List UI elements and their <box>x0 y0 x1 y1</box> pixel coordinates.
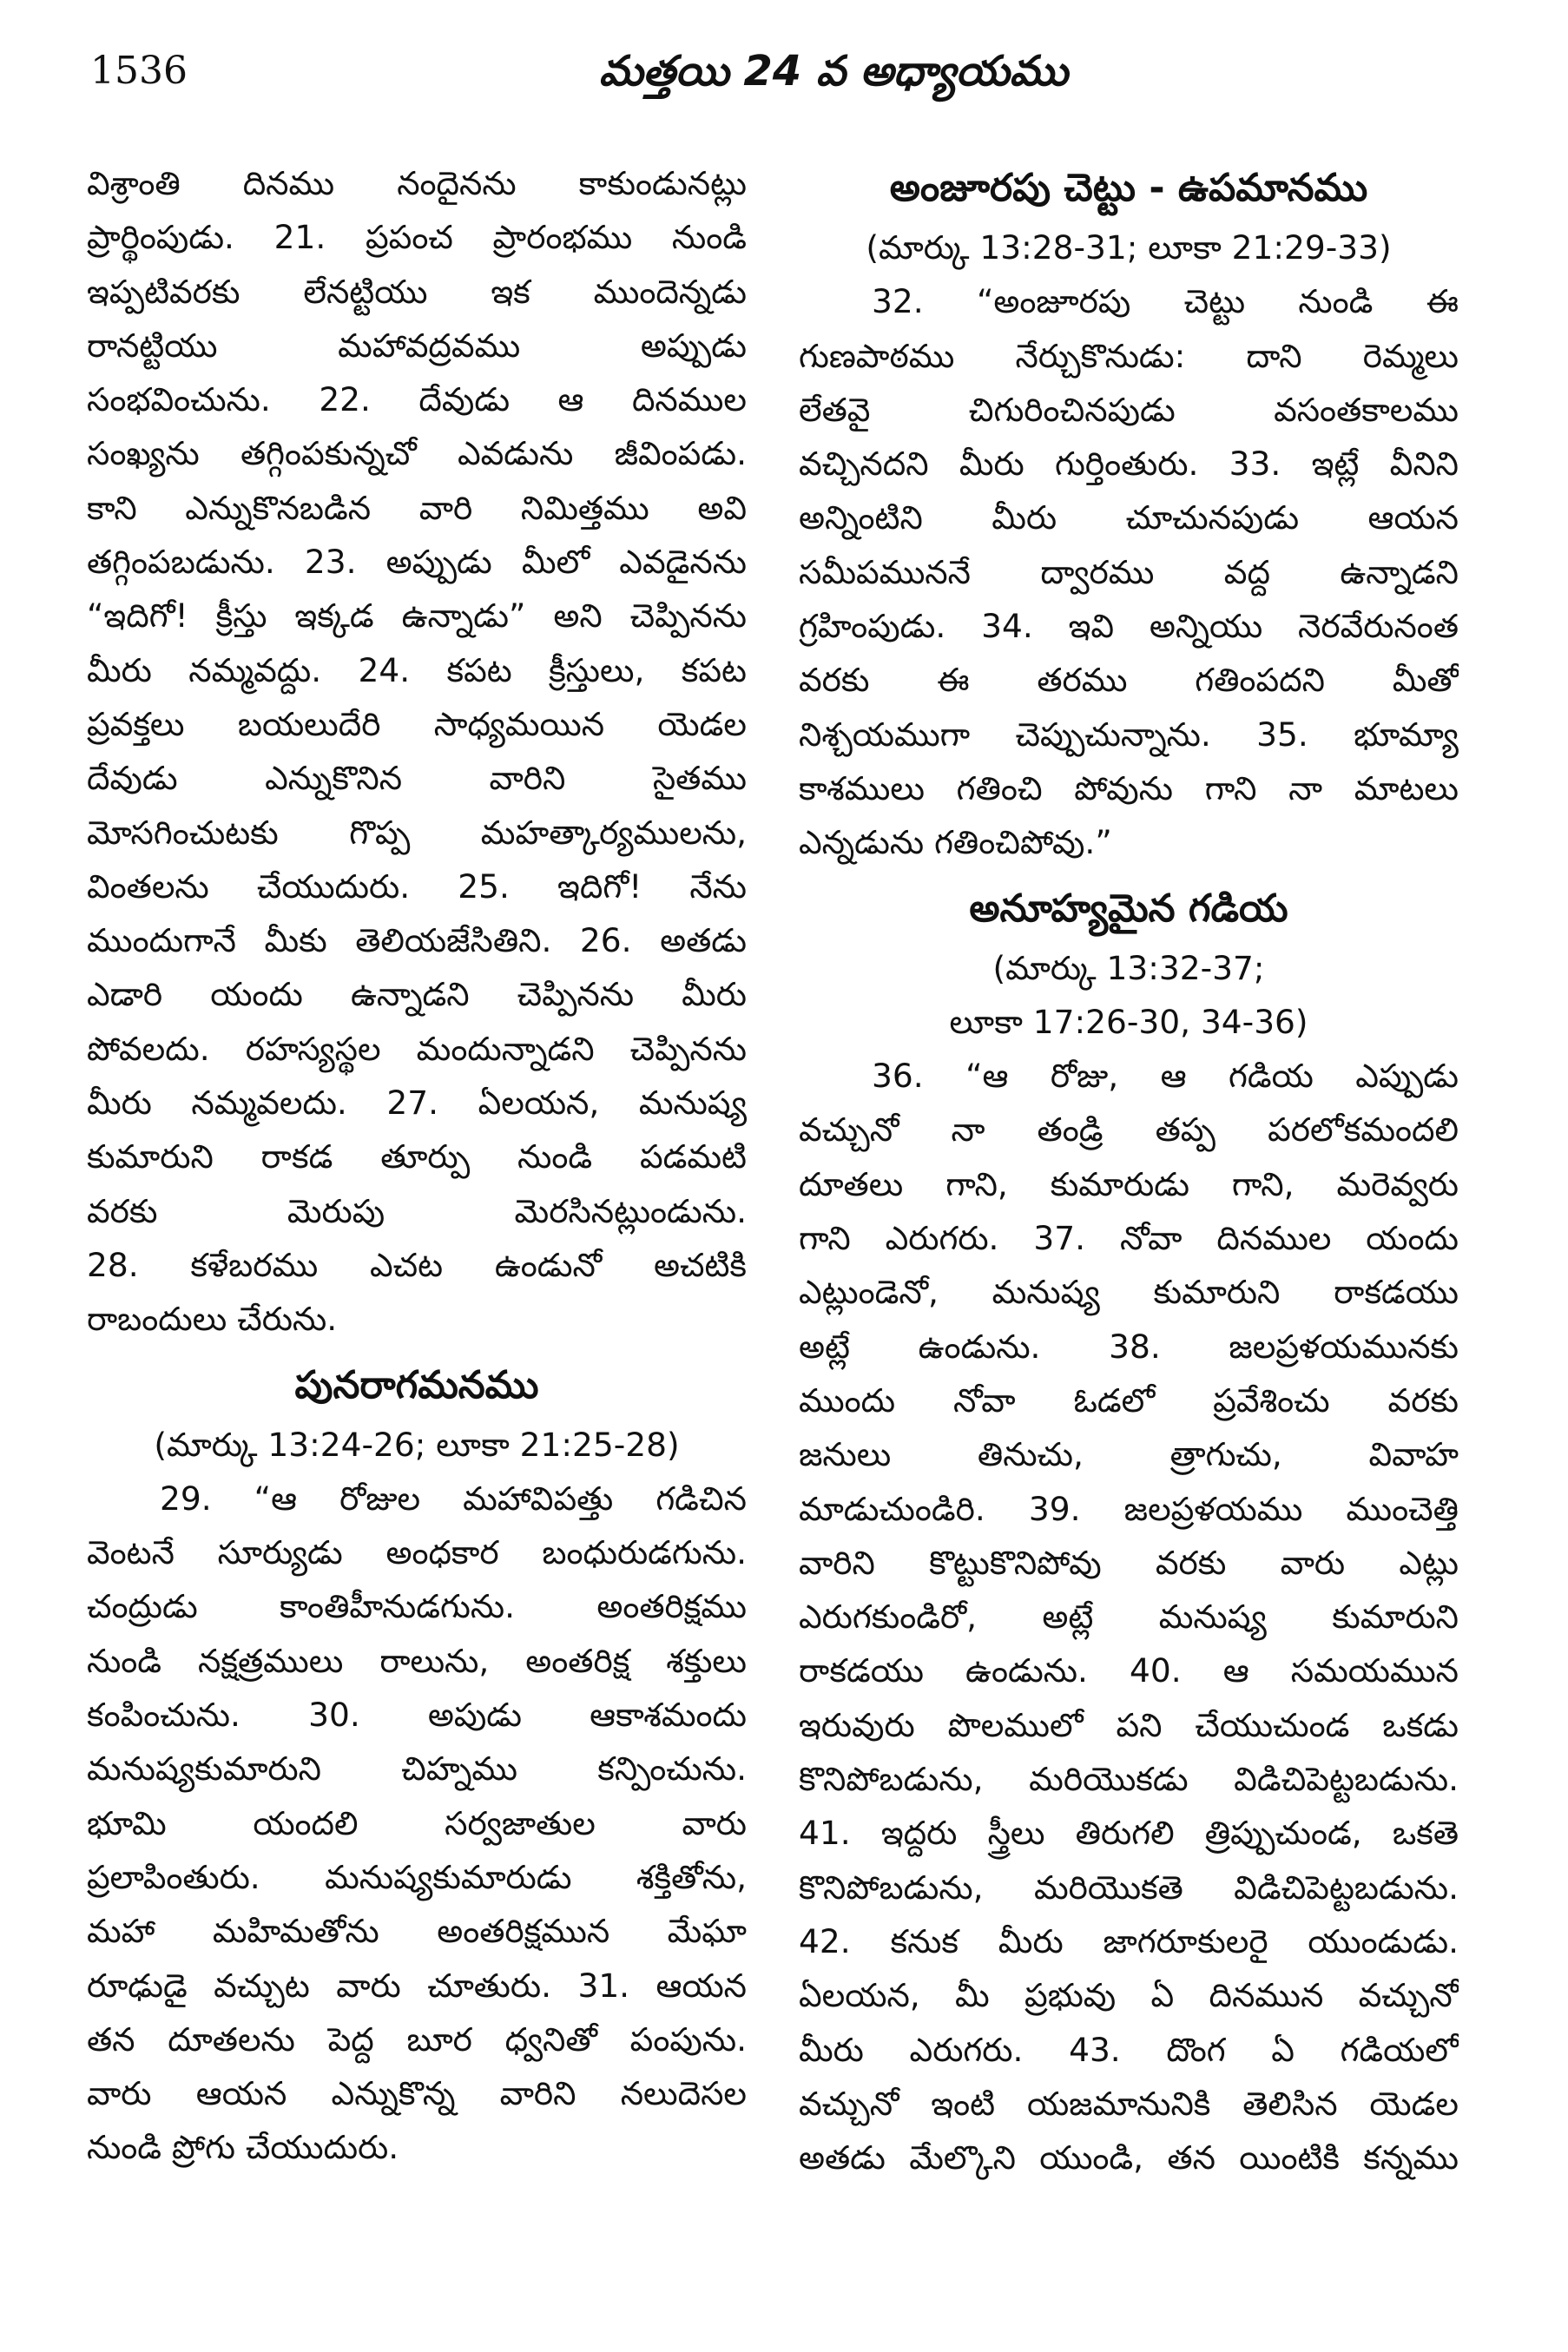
text-line: 42. కనుక మీరు జాగరూకులరై యుండుడు. <box>799 1921 1459 1960</box>
text-line: కంపించును. 30. అపుడు ఆకాశమందు <box>87 1696 747 1735</box>
text-line: ఏలయన, మీ ప్రభువు ఏ దినమున వచ్చునో <box>799 1976 1459 2015</box>
text-line: రానట్టియు మహావద్రవము అప్పుడు <box>87 326 747 365</box>
text-line: ముందు నోవా ఓడలో ప్రవేశించు వరకు <box>799 1380 1459 1420</box>
section-heading-unknown-hour: అనూహ్యమైన గడియ <box>969 886 1288 931</box>
text-line: ఎన్నడును గతించిపోవు.” <box>799 823 1112 862</box>
text-line: ముందుగానే మీకు తెలియజేసితిని. 26. అతడు <box>87 921 747 960</box>
text-line: వచ్చునో ఇంటి యజమానునికి తెలిసిన యెడల <box>799 2084 1459 2123</box>
page-number: 1536 <box>90 49 188 93</box>
text-line: వచ్చినదని మీరు గుర్తింతురు. 33. ఇట్లే వీనిని <box>799 445 1459 484</box>
text-line: దేవుడు ఎన్నుకొనిన వారిని సైతము <box>87 759 747 798</box>
text-line: విశ్రాంతి దినము నందైనను కాకుండునట్లు <box>87 164 747 202</box>
text-line: గాని ఎరుగరు. 37. నోవా దినముల యందు <box>799 1219 1459 1258</box>
text-line: కొనిపోబడును, మరియొకతె విడిచిపెట్టబడును. <box>799 1868 1459 1907</box>
text-line: లేతవై చిగురించినపుడు వసంతకాలము <box>799 390 1459 429</box>
text-line: సమీపముననే ద్వారము వద్ద ఉన్నాడని <box>799 552 1459 591</box>
text-line: రూఢుడై వచ్చుట వారు చూతురు. 31. ఆయన <box>87 1966 747 2005</box>
text-line: నుండి ప్రోగు చేయుదురు. <box>87 2128 399 2167</box>
text-line: 29. “ఆ రోజుల మహావిపత్తు గడిచిన <box>160 1479 747 1518</box>
left-paragraph-block-1 <box>87 156 747 1347</box>
text-line: వచ్చునో నా తండ్రి తప్ప పరలోకమందలి <box>799 1110 1459 1150</box>
text-line: కుమారుని రాకడ తూర్పు నుండి పడమటి <box>87 1137 747 1176</box>
cross-reference: (మార్కు 13:28-31; లూకా 21:29-33) <box>866 228 1392 267</box>
text-line: ప్రార్థింపుడు. 21. ప్రపంచ ప్రారంభము నుండి <box>87 218 747 257</box>
text-line: చంద్రుడు కాంతిహీనుడగును. అంతరిక్షము <box>87 1587 747 1626</box>
right-paragraph-block-2 <box>799 1049 1459 2184</box>
text-line: మనుష్యకుమారుని చిహ్నము కన్పించును. <box>87 1749 747 1789</box>
text-line: గ్రహింపుడు. 34. ఇవి అన్నియు నెరవేరునంత <box>799 607 1459 646</box>
text-line: రాబందులు చేరును. <box>87 1300 338 1339</box>
text-line: దూతలు గాని, కుమారుడు గాని, మరెవ్వరు <box>799 1164 1459 1203</box>
left-paragraph-block-2 <box>87 1472 747 2175</box>
text-line: పోవలదు. రహస్యస్థల మందున్నాడని చెప్పినను <box>87 1029 747 1068</box>
text-line: భూమి యందలి సర్వజాతుల వారు <box>87 1803 747 1842</box>
text-line: మాడుచుండిరి. 39. జలప్రళయము ముంచెత్తి <box>799 1489 1459 1528</box>
text-line: జనులు తినుచు, త్రాగుచు, వివాహ <box>799 1435 1459 1474</box>
text-line: అతడు మేల్కొని యుండి, తన యింటికి కన్నము <box>799 2138 1459 2177</box>
text-line: తన దూతలను పెద్ద బూర ధ్వనితో పంపును. <box>87 2019 747 2059</box>
text-line: ప్రవక్తలు బయలుదేరి సాధ్యమయిన యెడల <box>87 704 747 743</box>
text-line: గుణపాఠము నేర్చుకొనుడు: దాని రెమ్మలు <box>799 336 1459 375</box>
text-line: మోసగించుటకు గొప్ప మహత్కార్యములను, <box>87 813 747 852</box>
section-heading-fig-tree: అంజూరపు చెట్టు - ఉపమానము <box>889 166 1368 210</box>
text-line: ప్రలాపింతురు. మనుష్యకుమారుడు శక్తితోను, <box>87 1857 747 1896</box>
text-line: నుండి నక్షత్రములు రాలును, అంతరిక్ష శక్తులు <box>87 1641 747 1680</box>
text-line: ఎట్లుండెనో, మనుష్య కుమారుని రాకడయు <box>799 1273 1459 1312</box>
text-line: నిశ్చయముగా చెప్పుచున్నాను. 35. భూమ్యా <box>799 715 1459 754</box>
text-line: ఇరువురు పొలములో పని చేయుచుండ ఒకడు <box>799 1705 1459 1744</box>
text-line: మీరు నమ్మవద్దు. 24. కపట క్రీస్తులు, కపట <box>87 650 747 689</box>
text-line: మీరు నమ్మవలదు. 27. ఏలయన, మనుష్య <box>87 1084 747 1123</box>
text-line: 28. కళేబరము ఎచట ఉండునో అచటికి <box>87 1245 747 1284</box>
text-line: కాని ఎన్నుకొనబడిన వారి నిమిత్తము అవి <box>87 488 747 527</box>
text-line: కొనిపోబడును, మరియొకడు విడిచిపెట్టబడును. <box>799 1760 1459 1799</box>
left-column <box>87 156 747 2327</box>
section-heading-second-coming: పునరాగమనము <box>294 1362 539 1407</box>
text-line: 32. “అంజూరపు చెట్టు నుండి ఈ <box>872 282 1459 321</box>
cross-reference: (మార్కు 13:32-37; <box>992 948 1265 987</box>
text-line: వారు ఆయన ఎన్నుకొన్న వారిని నలుదెసల <box>87 2074 747 2113</box>
text-line: వారిని కొట్టుకొనిపోవు వరకు వారు ఎట్లు <box>799 1543 1459 1582</box>
text-line: వెంటనే సూర్యుడు అంధకార బంధురుడగును. <box>87 1533 747 1572</box>
text-line: అట్లే ఉండును. 38. జలప్రళయమునకు <box>799 1327 1459 1366</box>
text-line: మహా మహిమతోను అంతరిక్షమున మేఘా <box>87 1912 747 1951</box>
text-line: కాశములు గతించి పోవును గాని నా మాటలు <box>799 768 1459 807</box>
text-line: వరకు ఈ తరము గతింపదని మీతో <box>799 661 1459 700</box>
cross-reference: (మార్కు 13:24-26; లూకా 21:25-28) <box>154 1425 680 1464</box>
text-line: వరకు మెరుపు మెరసినట్లుండును. <box>87 1191 747 1230</box>
text-line: వింతలను చేయుదురు. 25. ఇదిగో! నేను <box>87 866 747 906</box>
text-line: “ఇదిగో! క్రీస్తు ఇక్కడ ఉన్నాడు” అని చెప్పినను <box>87 596 747 636</box>
running-title: మత్తయి 24 వ అధ్యాయము <box>598 47 1069 96</box>
text-line: రాకడయు ఉండును. 40. ఆ సమయమున <box>799 1651 1459 1690</box>
text-line: అన్నింటిని మీరు చూచునపుడు ఆయన <box>799 498 1459 537</box>
text-line: మీరు ఎరుగరు. 43. దొంగ ఏ గడియలో <box>799 2030 1459 2069</box>
text-line: ఇప్పటివరకు లేనట్టియు ఇక ముందెన్నడు <box>87 272 747 311</box>
text-line: సంభవించును. 22. దేవుడు ఆ దినముల <box>87 380 747 419</box>
right-column <box>799 156 1459 2327</box>
text-line: 41. ఇద్దరు స్త్రీలు తిరుగలి త్రిప్పుచుండ, ఒకతె <box>799 1814 1459 1853</box>
text-line: 36. “ఆ రోజు, ఆ గడియ ఎప్పుడు <box>872 1057 1459 1096</box>
right-paragraph-block-1 <box>799 274 1459 869</box>
text-line: ఎడారి యందు ఉన్నాడని చెప్పినను మీరు <box>87 975 747 1014</box>
text-line: సంఖ్యను తగ్గింపకున్నచో ఎవడును జీవింపడు. <box>87 434 747 473</box>
text-line: తగ్గింపబడును. 23. అప్పుడు మీలో ఎవడైనను <box>87 543 747 582</box>
text-line: ఎరుగకుండిరో, అట్లే మనుష్య కుమారుని <box>799 1598 1459 1637</box>
cross-reference: లూకా 17:26-30, 34-36) <box>949 1002 1308 1041</box>
